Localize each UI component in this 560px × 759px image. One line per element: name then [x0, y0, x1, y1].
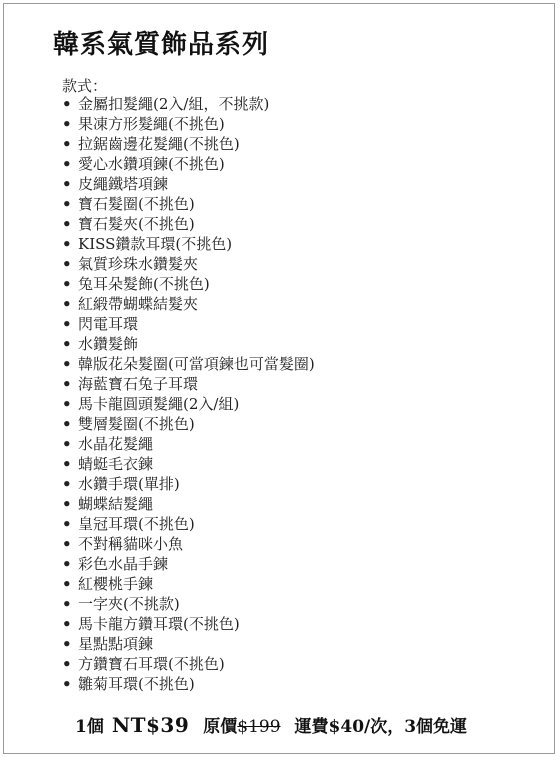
bullet-icon: • — [62, 95, 72, 113]
list-item — [62, 534, 315, 554]
shipping-info: 運費$40/次，3個免運 — [294, 717, 468, 737]
bullet-icon: • — [62, 435, 72, 453]
list-item-text: 雛菊耳環(不挑色) — [78, 675, 195, 693]
list-item — [62, 514, 315, 534]
bullet-icon: • — [62, 595, 72, 613]
bullet-icon: • — [62, 555, 72, 573]
bullet-icon: • — [62, 475, 72, 493]
list-item-text: 蝴蝶結髮繩 — [78, 495, 154, 513]
list-item-text: 馬卡龍圓頭髮繩(2入/組) — [78, 395, 240, 413]
sale-price: NT$39 — [111, 713, 190, 737]
list-item-text: 馬卡龍方鑽耳環(不挑色) — [78, 615, 240, 633]
style-label: 款式： — [62, 77, 108, 95]
bullet-icon: • — [62, 175, 72, 193]
list-item-text: 韓版花朵髮圈(可當項鍊也可當髮圈) — [78, 355, 315, 373]
bullet-icon: • — [62, 355, 72, 373]
bullet-icon: • — [62, 615, 72, 633]
list-item — [62, 634, 315, 654]
list-item-text: 海藍寶石兔子耳環 — [78, 375, 199, 393]
list-item — [62, 494, 315, 514]
list-item-text: 愛心水鑽項鍊(不挑色) — [78, 155, 225, 173]
list-item-text: 雙層髮圈(不挑色) — [78, 415, 195, 433]
list-item-text: 果凍方形髮繩(不挑色) — [78, 115, 225, 133]
bullet-icon: • — [62, 535, 72, 553]
list-item-text: 寶石髮夾(不挑色) — [78, 215, 195, 233]
bullet-icon: • — [62, 275, 72, 293]
list-item — [62, 574, 315, 594]
list-item — [62, 614, 315, 634]
list-item-text: 寶石髮圈(不挑色) — [78, 195, 195, 213]
list-item — [62, 134, 315, 154]
list-item-text: 不對稱貓咪小魚 — [78, 535, 184, 553]
list-item-text: 彩色水晶手鍊 — [78, 555, 169, 573]
bullet-icon: • — [62, 195, 72, 213]
bullet-icon: • — [62, 495, 72, 513]
list-item — [62, 274, 315, 294]
list-item — [62, 214, 315, 234]
list-item-text: 星點點項鍊 — [78, 635, 154, 653]
page-title: 韓系氣質飾品系列 — [53, 30, 270, 60]
list-item-text: 兔耳朵髮飾(不挑色) — [78, 275, 210, 293]
bullet-icon: • — [62, 255, 72, 273]
price-line — [75, 712, 467, 737]
list-item-text: 皇冠耳環(不挑色) — [78, 515, 195, 533]
list-item — [62, 294, 315, 314]
bullet-icon: • — [62, 335, 72, 353]
list-item — [62, 374, 315, 394]
list-item — [62, 394, 315, 414]
list-item — [62, 434, 315, 454]
list-item — [62, 454, 315, 474]
original-price-label: 原價 — [203, 717, 238, 737]
list-item-text: 金屬扣髮繩(2入/組，不挑款) — [78, 95, 270, 113]
bullet-icon: • — [62, 395, 72, 413]
original-price-value: $199 — [237, 717, 281, 737]
quantity-label: 1個 — [75, 717, 104, 737]
list-item-text: 蜻蜓毛衣鍊 — [78, 455, 154, 473]
item-list — [62, 94, 315, 694]
list-item-text: 拉鋸齒邊花髮繩(不挑色) — [78, 135, 240, 153]
list-item — [62, 194, 315, 214]
bullet-icon: • — [62, 235, 72, 253]
list-item-text: 閃電耳環 — [78, 315, 139, 333]
bullet-icon: • — [62, 655, 72, 673]
list-item-text: 皮繩鐵塔項鍊 — [78, 175, 169, 193]
list-item — [62, 474, 315, 494]
bullet-icon: • — [62, 515, 72, 533]
bullet-icon: • — [62, 155, 72, 173]
bullet-icon: • — [62, 135, 72, 153]
list-item-text: 氣質珍珠水鑽髮夾 — [78, 255, 199, 273]
list-item — [62, 414, 315, 434]
bullet-icon: • — [62, 375, 72, 393]
list-item-text: 水晶花髮繩 — [78, 435, 154, 453]
list-item — [62, 254, 315, 274]
list-item — [62, 674, 315, 694]
list-item — [62, 594, 315, 614]
list-item — [62, 154, 315, 174]
bullet-icon: • — [62, 215, 72, 233]
bullet-icon: • — [62, 115, 72, 133]
list-item — [62, 334, 315, 354]
list-item-text: 紅櫻桃手鍊 — [78, 575, 154, 593]
bullet-icon: • — [62, 415, 72, 433]
bullet-icon: • — [62, 575, 72, 593]
list-item — [62, 114, 315, 134]
list-item — [62, 314, 315, 334]
bullet-icon: • — [62, 455, 72, 473]
list-item — [62, 354, 315, 374]
bullet-icon: • — [62, 635, 72, 653]
list-item-text: 紅緞帶蝴蝶結髮夾 — [78, 295, 199, 313]
bullet-icon: • — [62, 295, 72, 313]
bullet-icon: • — [62, 315, 72, 333]
list-item — [62, 94, 315, 114]
list-item — [62, 174, 315, 194]
list-item — [62, 234, 315, 254]
list-item-text: KISS鑽款耳環(不挑色) — [78, 235, 233, 253]
list-item-text: 一字夾(不挑款) — [78, 595, 180, 613]
list-item-text: 方鑽寶石耳環(不挑色) — [78, 655, 225, 673]
list-item-text: 水鑽手環(單排) — [78, 475, 180, 493]
list-item — [62, 654, 315, 674]
list-item-text: 水鑽髮飾 — [78, 335, 139, 353]
list-item — [62, 554, 315, 574]
bullet-icon: • — [62, 675, 72, 693]
